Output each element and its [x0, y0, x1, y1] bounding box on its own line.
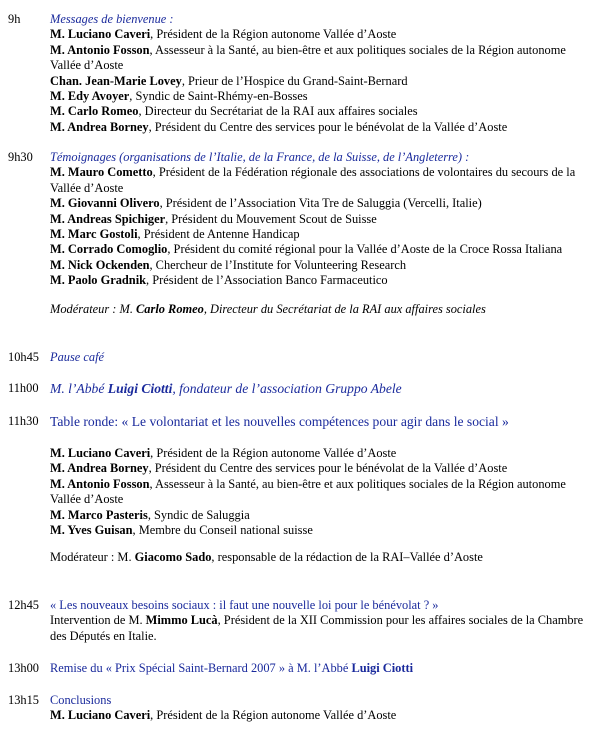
speaker-role: , Président de l’Association Banco Farmaceutico: [146, 273, 388, 288]
speaker-role: , Syndic de Saluggia: [147, 507, 250, 522]
speaker-role: , Président du Centre des services pour le bénévolat de la Vallée d’Aoste: [148, 461, 508, 476]
speaker-item: [50, 27, 595, 42]
speaker-role: , Prieur de l’Hospice du Grand-Saint-Bernard: [181, 73, 408, 88]
speaker-item: [50, 523, 595, 538]
session-time: 9h30: [8, 150, 33, 164]
speaker-role: , Président de la Région autonome Vallée d’Aoste: [150, 27, 397, 42]
speaker-item: [50, 74, 595, 89]
session-time: 11h30: [8, 414, 39, 428]
speaker-name: M. Yves Guisan: [50, 523, 133, 538]
speaker-role: , Président du comité régional pour la Vallée d’Aoste de la Croce Rossa Italiana: [167, 242, 563, 257]
speaker-name: M. Luciano Caveri: [50, 708, 151, 723]
session-time: 13h00: [8, 661, 39, 675]
speaker-role: , Chercheur de l’Institute for Volunteering Research: [149, 257, 407, 272]
session-time: 9h: [8, 12, 21, 26]
session-time: 10h45: [8, 350, 39, 364]
session-time: 13h15: [8, 693, 39, 707]
session-title: « Les nouveaux besoins sociaux : il faut une nouvelle loi pour le bénévolat ? »: [50, 598, 439, 612]
speaker-item: [50, 227, 595, 242]
speaker-item: [50, 196, 595, 211]
session-time: 11h00: [8, 381, 39, 395]
speaker-name: M. Marco Pasteris: [50, 507, 148, 522]
session-title: Conclusions: [50, 693, 112, 707]
title-prefix: Remise du « Prix Spécial Saint-Bernard 2007 » à M. l’Abbé: [50, 661, 352, 675]
speaker-role: , Président du Mouvement Scout de Suisse: [165, 211, 377, 226]
speaker-item: [50, 446, 595, 461]
session-time: 12h45: [8, 598, 39, 612]
speaker-item: [50, 165, 595, 196]
speaker-role: , Directeur du Secrétariat de la RAI aux affaires sociales: [138, 104, 418, 119]
speaker-name: M. Giovanni Olivero: [50, 196, 160, 211]
speaker-name: M. Antonio Fosson: [50, 476, 150, 491]
session-title: Table ronde: « Le volontariat et les nouvelles compétences pour agir dans le social »: [50, 414, 509, 429]
speaker-role: , Président de la Région autonome Vallée d’Aoste: [150, 446, 397, 460]
speaker-role: , Syndic de Saint-Rhémy-en-Bosses: [129, 89, 308, 104]
moderator-prefix: Modérateur : M.: [50, 301, 137, 316]
speaker-name: M. Nick Ockenden: [50, 257, 150, 272]
speaker-role: , Assesseur à la Santé, au bien-être et aux politiques sociales de la Région autonome Vallée d’Aoste: [50, 42, 566, 73]
session-title: Témoignages (organisations de l’Italie, de la France, de la Suisse, de l’Angleterre) :: [50, 150, 470, 164]
speaker-item: [50, 708, 595, 723]
speaker-item: [50, 258, 595, 273]
moderator-name: Carlo Romeo: [136, 301, 204, 316]
session-title: Messages de bienvenue :: [50, 12, 174, 26]
session-title: [50, 381, 595, 397]
speaker-item: [50, 461, 595, 476]
speaker-item: [50, 508, 595, 523]
moderator-name: Giacomo Sado: [134, 550, 212, 565]
speaker-name: M. Mauro Cometto: [50, 165, 153, 180]
title-name: Luigi Ciotti: [351, 661, 414, 675]
speaker-item: [50, 212, 595, 227]
title-prefix: M. l’Abbé: [50, 381, 108, 396]
speaker-role: , Membre du Conseil national suisse: [132, 523, 313, 538]
speaker-role: , Président de Antenne Handicap: [137, 227, 300, 242]
speaker-item: [50, 89, 595, 104]
speaker-name: M. Andrea Borney: [50, 119, 149, 134]
speaker-name: M. Edy Avoyer: [50, 89, 130, 104]
speaker-name: M. Andreas Spichiger: [50, 211, 166, 226]
speaker-name: M. Antonio Fosson: [50, 42, 150, 57]
intro-name: Mimmo Lucà: [145, 613, 218, 628]
speaker-role: , Président de la Région autonome Vallée d’Aoste: [150, 708, 397, 723]
speaker-item: [50, 273, 595, 288]
intervention-line: [50, 613, 595, 644]
speaker-item: [50, 477, 595, 508]
session-title: Pause café: [50, 350, 105, 364]
speaker-name: M. Luciano Caveri: [50, 27, 151, 42]
speaker-item: [50, 242, 595, 257]
speaker-role: , Président de l’Association Vita Tre de Saluggia (Vercelli, Italie): [159, 196, 482, 211]
moderator-role: , responsable de la rédaction de la RAI–Vallée d’Aoste: [211, 550, 483, 565]
speaker-name: M. Luciano Caveri: [50, 446, 151, 460]
speaker-name: Chan. Jean-Marie Lovey: [50, 73, 182, 88]
speaker-name: M. Marc Gostoli: [50, 227, 138, 242]
moderator-prefix: Modérateur : M.: [50, 550, 135, 565]
intro-prefix: Intervention de M.: [50, 613, 146, 628]
speaker-name: M. Corrado Comoglio: [50, 242, 168, 257]
speaker-name: M. Carlo Romeo: [50, 104, 139, 119]
moderator-line: [50, 550, 595, 565]
speaker-name: M. Andrea Borney: [50, 461, 149, 476]
title-name: Luigi Ciotti: [107, 381, 173, 396]
moderator-role: , Directeur du Secrétariat de la RAI aux affaires sociales: [203, 301, 486, 316]
intro-role: , Président de la XII Commission pour les affaires sociales de la Chambre des Députés en Italie.: [50, 613, 584, 643]
title-suffix: , fondateur de l’association Gruppo Abele: [172, 381, 402, 396]
speaker-item: [50, 43, 595, 74]
speaker-item: [50, 120, 595, 135]
moderator-line: [50, 302, 595, 317]
speaker-name: M. Paolo Gradnik: [50, 273, 147, 288]
speaker-role: , Assesseur à la Santé, au bien-être et aux politiques sociales de la Région autonome Vallée d’Aoste: [50, 476, 566, 507]
session-title: [50, 661, 595, 676]
speaker-item: [50, 104, 595, 119]
speaker-role: , Président de la Fédération régionale des associations de volontaires du secours de la Vallée d’Aoste: [50, 165, 576, 195]
speaker-role: , Président du Centre des services pour le bénévolat de la Vallée d’Aoste: [148, 119, 508, 134]
